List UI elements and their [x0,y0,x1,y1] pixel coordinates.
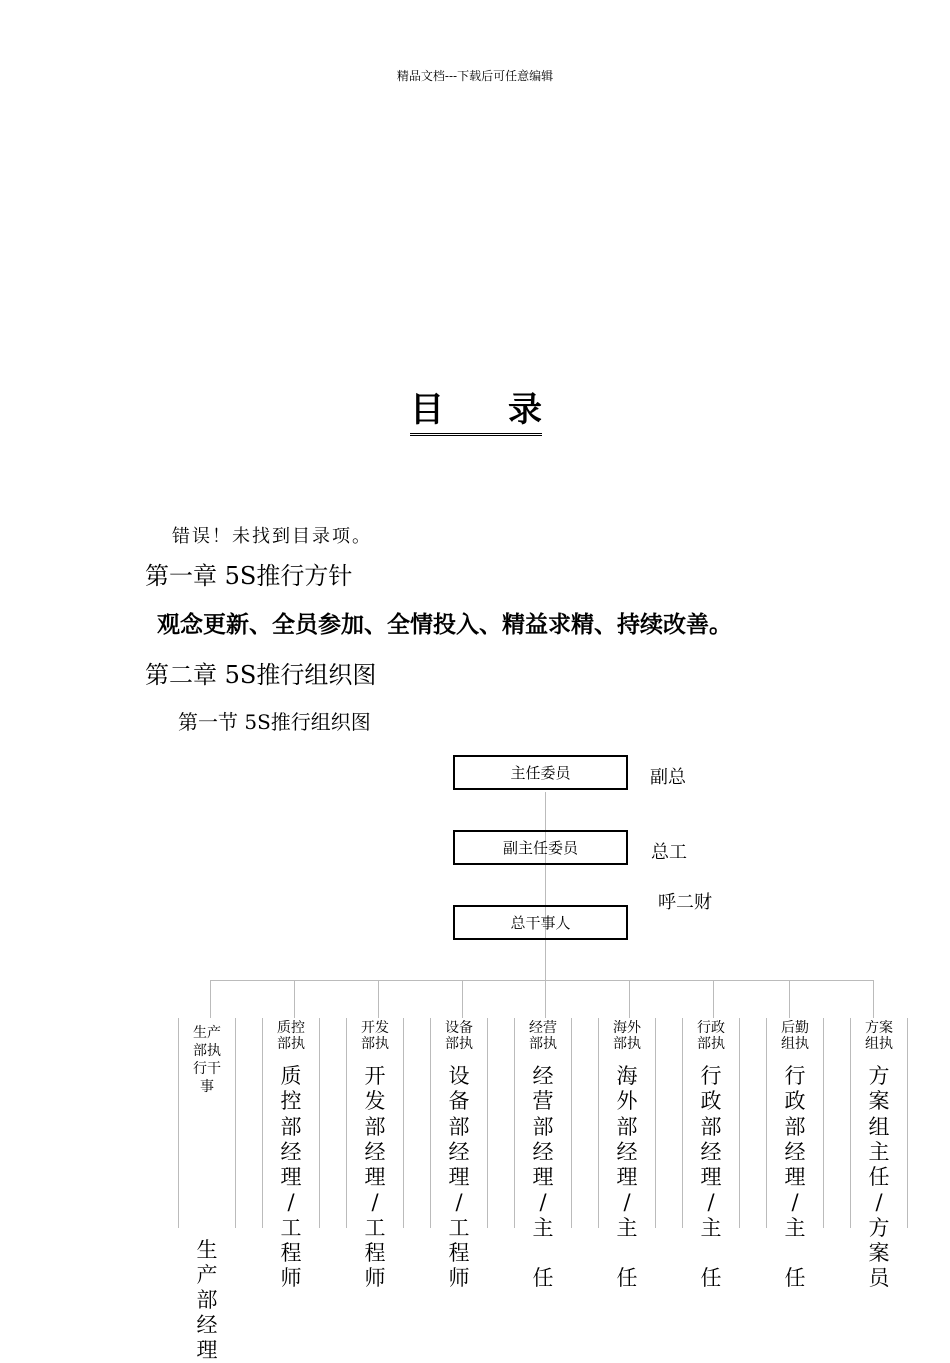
dept-head-line: 部执 [529,1036,557,1052]
dept-body-char: 外 [616,1089,638,1114]
dept-body-char: 任 [868,1165,890,1190]
dept-body-char: 控 [280,1089,302,1114]
dept-head-line: 部执 [613,1036,641,1052]
dept-head [683,1020,739,1054]
dept-body [431,1064,487,1292]
chapter-2-heading: 第二章 5S推行组织图 [145,661,377,689]
toc-title-char-1: 目 [410,390,444,430]
dept-body-char: 经 [700,1139,722,1164]
dept-column [850,1018,908,1291]
dept-body-char: 程 [280,1241,302,1266]
dept-column [262,1018,320,1291]
dept-body-char: 理 [616,1165,638,1190]
dept-body-char: 经 [364,1139,386,1164]
dept-connector [294,980,295,1018]
dept-production-head: 生产 部执 行干 事 [193,1025,221,1095]
dept-connector [873,980,874,1018]
dept-body [347,1064,403,1292]
dept-body-char: 方 [868,1064,890,1088]
dept-body-char: 程 [364,1241,386,1266]
dept-body-char: 理 [700,1165,722,1190]
dept-body-char: 师 [280,1266,302,1291]
dept-body-char: 营 [532,1089,554,1114]
dept-body-char: 方 [868,1215,890,1240]
dept-body-char: 政 [700,1089,722,1114]
dept-body-char: 经 [280,1139,302,1164]
dept-connector [629,980,630,1018]
dept-body-char: 任 [784,1266,806,1291]
dept-body-char: / [287,1190,295,1215]
dept-column [682,1018,740,1291]
dept-head-line: 经营 [529,1020,557,1036]
dept-head [851,1020,907,1054]
dept-body-char: 员 [868,1266,890,1291]
dept-body-char: 师 [448,1266,470,1291]
toc-title [410,382,542,436]
dept-body-char: 案 [868,1241,890,1266]
dept-body-char: 部 [448,1114,470,1139]
dept-body-char: 理 [448,1165,470,1190]
org-box-chair: 主任委员 [453,755,628,790]
org-side-label-2: 总工 [651,842,687,863]
dept-body-char: 任 [700,1266,722,1291]
dept-body [263,1064,319,1292]
dept-head [347,1020,403,1054]
dept-body [599,1064,655,1292]
dept-body-char: / [875,1190,883,1215]
dept-body-char [515,1241,571,1266]
dept-body-char: 部 [532,1114,554,1139]
dept-body-char: 政 [784,1089,806,1114]
dept-body-char: 经 [532,1064,554,1088]
dept-body-char: 组 [868,1114,890,1139]
dept-head-line: 部执 [445,1036,473,1052]
dept-body-char: 案 [868,1089,890,1114]
dept-body-char: 经 [616,1139,638,1164]
section-1-heading: 第一节 5S推行组织图 [178,710,371,734]
dept-connector [713,980,714,1018]
dept-column [514,1018,572,1291]
dept-head [263,1020,319,1054]
dept-body-char: 质 [280,1064,302,1088]
dept-column [598,1018,656,1291]
org-branch-line [210,980,873,981]
dept-body [767,1064,823,1292]
dept-body-char: 程 [448,1241,470,1266]
dept-body-char: / [455,1190,463,1215]
dept-head [767,1020,823,1054]
org-side-label-3: 呼二财 [658,892,712,913]
dept-body-char: 工 [448,1215,470,1240]
dept-body-char: 部 [280,1114,302,1139]
dept-head [599,1020,655,1054]
dept-body-char: 师 [364,1266,386,1291]
dept-body [683,1064,739,1292]
dept-column [430,1018,488,1291]
dept-body-char: 发 [364,1089,386,1114]
dept-body-char: 工 [364,1215,386,1240]
dept-body [851,1064,907,1292]
page-header: 精品文档---下载后可任意编辑 [396,69,554,83]
dept-body-char: 主 [784,1215,806,1240]
dept-body-char: / [623,1190,631,1215]
dept-body-char: 设 [448,1064,470,1088]
dept-body-char: 部 [616,1114,638,1139]
dept-body-char [767,1241,823,1266]
dept-body-char: 理 [364,1165,386,1190]
dept-body-char: 主 [700,1215,722,1240]
dept-body-char: 任 [616,1266,638,1291]
dept-head [431,1020,487,1054]
dept-head-line: 组执 [865,1036,893,1052]
dept-body-char: / [707,1190,715,1215]
dept-body-char: 部 [700,1114,722,1139]
dept-body-char: 经 [532,1139,554,1164]
dept-body-char: 主 [868,1139,890,1164]
dept-body-char: 经 [448,1139,470,1164]
dept-head-line: 部执 [361,1036,389,1052]
dept-connector [545,980,546,1018]
dept-column [346,1018,404,1291]
org-box-secretary-general: 总干事人 [453,905,628,940]
dept-body-char [683,1241,739,1266]
dept-head-line: 海外 [613,1020,641,1036]
dept-body-char: 理 [532,1165,554,1190]
dept-head-line: 部执 [277,1036,305,1052]
dept-connector [462,980,463,1018]
dept-body [515,1064,571,1292]
dept-body-char: / [371,1190,379,1215]
dept-body-char: 部 [784,1114,806,1139]
org-trunk-line [545,792,546,982]
dept-body-char: 主 [616,1215,638,1240]
dept-body-char: 主 [532,1215,554,1240]
dept-head-line: 部执 [697,1036,725,1052]
dept-body-char: 行 [700,1064,722,1088]
org-side-label-1: 副总 [650,767,686,788]
dept-body-char: 理 [280,1165,302,1190]
dept-head-line: 开发 [361,1020,389,1036]
dept-production-body: 生 产 部 经 理 [196,1238,218,1362]
dept-body-char: 海 [616,1064,638,1088]
dept-head-line: 后勤 [781,1020,809,1036]
dept-head-line: 行政 [697,1020,725,1036]
org-box-vice-chair: 副主任委员 [453,830,628,865]
dept-body-char: 工 [280,1215,302,1240]
dept-head-line: 方案 [865,1020,893,1036]
dept-connector [210,980,211,1018]
dept-body-char: 理 [784,1165,806,1190]
dept-body-char: 开 [364,1064,386,1088]
dept-body-char: / [539,1190,547,1215]
dept-body-char: 经 [784,1139,806,1164]
dept-head-line: 设备 [445,1020,473,1036]
motto: 观念更新、全员参加、全情投入、精益求精、持续改善。 [157,612,732,638]
dept-head-line: 组执 [781,1036,809,1052]
dept-column [766,1018,824,1291]
dept-head [515,1020,571,1054]
chapter-1-heading: 第一章 5S推行方针 [145,562,353,590]
dept-head-line: 质控 [277,1020,305,1036]
dept-connector [789,980,790,1018]
dept-body-char: 部 [364,1114,386,1139]
dept-body-char: 任 [532,1266,554,1291]
dept-connector [378,980,379,1018]
dept-body-char: 备 [448,1089,470,1114]
toc-error: 错误！未找到目录项。 [172,526,372,547]
toc-title-char-2: 录 [508,390,542,430]
dept-body-char: 行 [784,1064,806,1088]
dept-body-char [599,1241,655,1266]
dept-body-char: / [791,1190,799,1215]
